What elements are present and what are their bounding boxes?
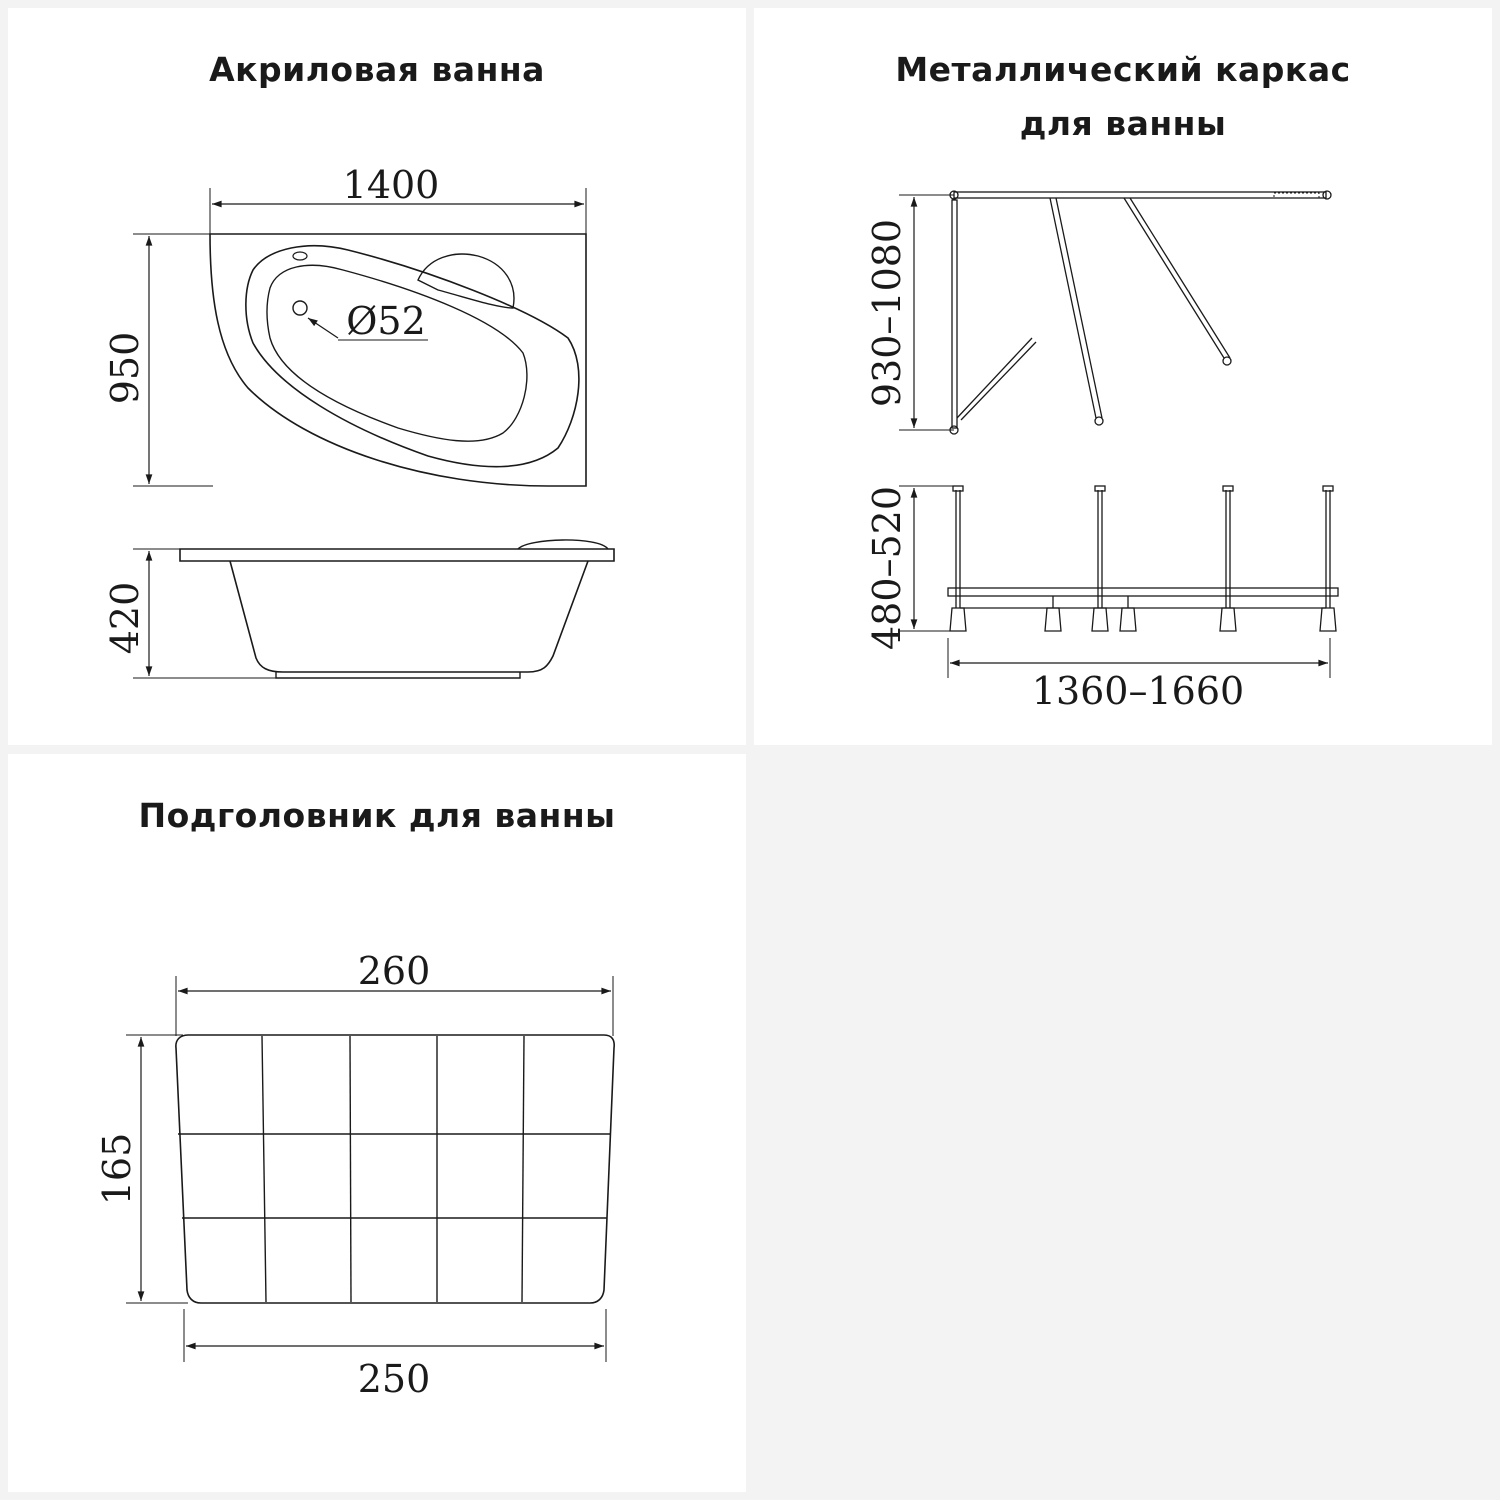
- headrest-cushion: [176, 1035, 614, 1303]
- headrest-bottom-width-dimension: [184, 1309, 606, 1401]
- headrest-height-dimension: [95, 1035, 188, 1303]
- bathtub-drawing: [8, 8, 746, 745]
- bathtub-top-view: [210, 234, 586, 486]
- frame-top-view: [865, 191, 1331, 434]
- drain-label: Ø52: [346, 299, 426, 343]
- height-label: 420: [103, 581, 147, 655]
- length-label: 1400: [342, 163, 440, 207]
- bathtub-panel: [8, 8, 746, 745]
- width-dimension: [103, 234, 213, 486]
- height-label-headrest: 165: [95, 1132, 139, 1206]
- frame-length-label: 1360–1660: [1031, 669, 1245, 713]
- width-label: 950: [103, 331, 147, 405]
- frame-side-view: [865, 486, 1338, 713]
- length-dimension: [210, 163, 586, 240]
- frame-panel: [754, 8, 1492, 745]
- bottom-width-label: 250: [357, 1357, 431, 1401]
- bathtub-title: Акриловая ванна: [209, 50, 545, 89]
- headrest-top-width-dimension: [176, 949, 613, 1036]
- leg-height-label: 480–520: [865, 485, 909, 651]
- frame-drawing: [754, 8, 1492, 745]
- headrest-panel: [8, 754, 746, 1492]
- bathtub-side-view: [103, 540, 614, 678]
- headrest-title: Подголовник для ванны: [138, 796, 616, 835]
- top-width-label: 260: [357, 949, 431, 993]
- frame-title-line1: Металлический каркас: [895, 50, 1351, 89]
- empty-panel: [754, 754, 1492, 1492]
- headrest-drawing: [8, 754, 746, 1492]
- frame-height-label: 930–1080: [865, 218, 909, 408]
- frame-title-line2: для ванны: [1019, 104, 1227, 143]
